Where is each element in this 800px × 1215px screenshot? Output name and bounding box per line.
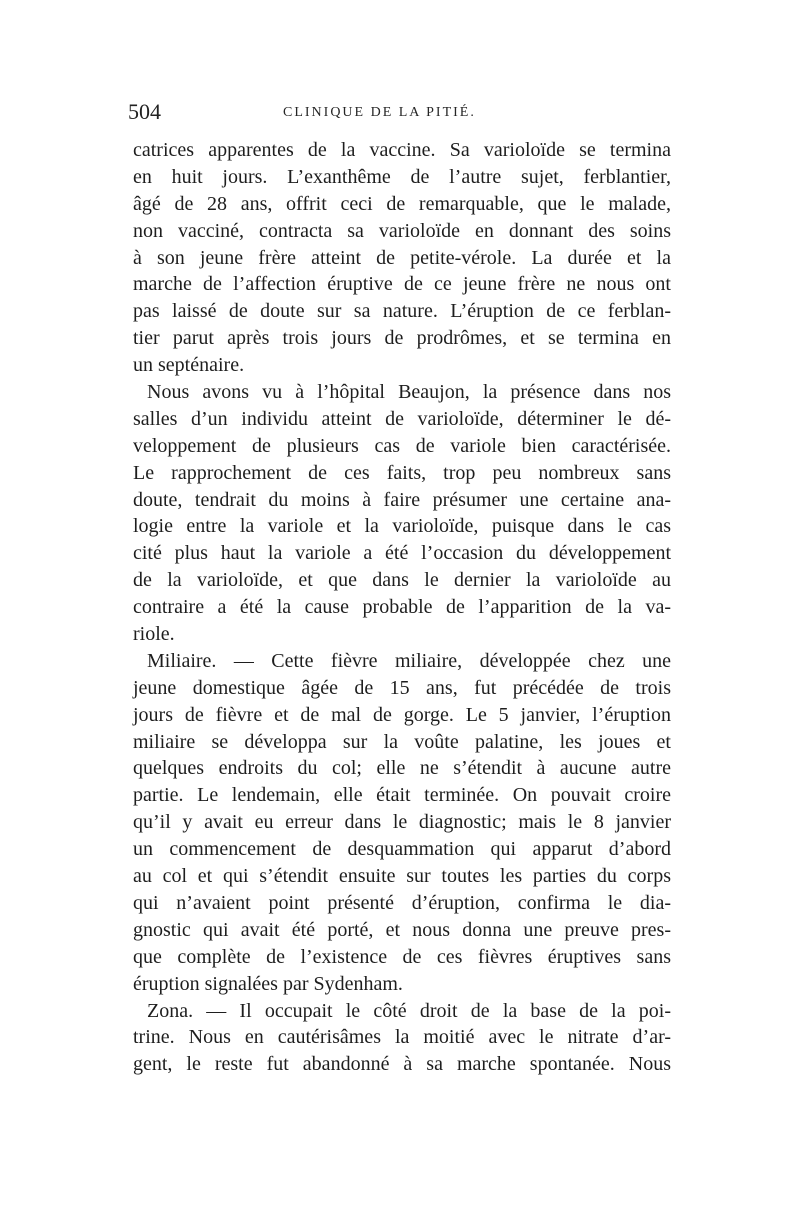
text-line: marche de l’affection éruptive de ce jeune frère ne nous ont xyxy=(133,273,671,296)
page-number: 504 xyxy=(128,99,161,124)
text-line: qu’il y avait eu erreur dans le diagnostic; mais le 8 janvier xyxy=(133,811,671,834)
text-line: cité plus haut la variole a été l’occasion du développement xyxy=(133,542,671,565)
paragraph-start: Nous avons vu à l’hôpital Beaujon, la présence dans nos xyxy=(147,381,671,404)
text-line: trine. Nous en cautérisâmes la moitié avec le nitrate d’ar- xyxy=(133,1026,671,1049)
text-line: non vacciné, contracta sa varioloïde en donnant des soins xyxy=(133,219,671,242)
text-line: à son jeune frère atteint de petite-vérole. La durée et la xyxy=(133,246,671,269)
text-line: salles d’un individu atteint de varioloïde, déterminer le dé- xyxy=(133,407,671,430)
paragraph-start-zona: Zona. — Il occupait le côté droit de la base de la poi- xyxy=(147,999,671,1022)
text-line: au col et qui s’étendit ensuite sur toutes les parties du corps xyxy=(133,865,671,888)
text-line: éruption signalées par Sydenham. xyxy=(133,972,403,995)
text-line: jours de fièvre et de mal de gorge. Le 5 janvier, l’éruption xyxy=(133,703,671,726)
text-line: gnostic qui avait été porté, et nous donna une preuve pres- xyxy=(133,918,671,941)
text-line: que complète de l’existence de ces fièvres éruptives sans xyxy=(133,945,671,968)
body-text xyxy=(133,137,671,1078)
text-line: riole. xyxy=(133,623,175,646)
text-line: de la varioloïde, et que dans le dernier la varioloïde au xyxy=(133,569,671,592)
text-line: veloppement de plusieurs cas de variole bien caractérisée. xyxy=(133,434,671,457)
paragraph-start-miliaire: Miliaire. — Cette fièvre miliaire, développée chez une xyxy=(147,649,671,672)
text-line: âgé de 28 ans, offrit ceci de remarquable, que le malade, xyxy=(133,192,671,215)
text-line: partie. Le lendemain, elle était terminée. On pouvait croire xyxy=(133,784,671,807)
text-line: jeune domestique âgée de 15 ans, fut précédée de trois xyxy=(133,676,671,699)
text-line: pas laissé de doute sur sa nature. L’éruption de ce ferblan- xyxy=(133,300,671,323)
text-line: quelques endroits du col; elle ne s’étendit à aucune autre xyxy=(133,757,671,780)
text-line: doute, tendrait du moins à faire présumer une certaine ana- xyxy=(133,488,671,511)
text-line: catrices apparentes de la vaccine. Sa varioloïde se termina xyxy=(133,139,671,161)
text-line: tier parut après trois jours de prodrômes, et se termina en xyxy=(133,327,671,350)
text-line: en huit jours. L’exanthême de l’autre sujet, ferblantier, xyxy=(133,165,671,188)
page-header xyxy=(128,97,670,127)
text-line: miliaire se développa sur la voûte palatine, les joues et xyxy=(133,730,671,753)
text-line: un commencement de desquammation qui apparut d’abord xyxy=(133,838,671,861)
text-line: contraire a été la cause probable de l’apparition de la va- xyxy=(133,596,671,619)
text-line: qui n’avaient point présenté d’éruption, confirma le dia- xyxy=(133,891,671,914)
text-line: gent, le reste fut abandonné à sa marche spontanée. Nous xyxy=(133,1053,671,1076)
running-title: CLINIQUE DE LA PITIÉ. xyxy=(283,105,476,120)
text-line: un septénaire. xyxy=(133,354,245,377)
text-line: Le rapprochement de ces faits, trop peu nombreux sans xyxy=(133,461,671,484)
text-line: logie entre la variole et la varioloïde, puisque dans le cas xyxy=(133,515,671,538)
